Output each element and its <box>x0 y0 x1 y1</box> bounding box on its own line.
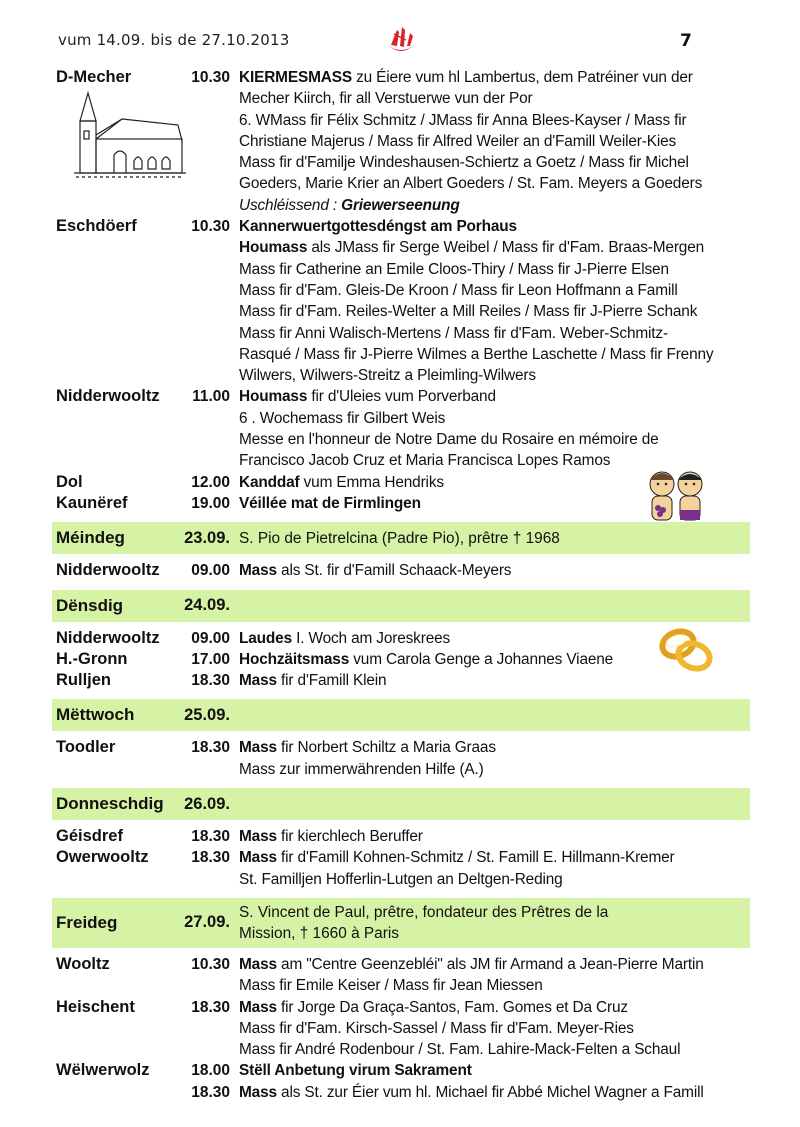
time: 10.30 <box>191 69 230 86</box>
schedule-entry <box>52 560 750 581</box>
schedule-entry <box>52 386 750 471</box>
text-segment: fir d'Famill Kohnen-Schmitz / St. Famill E. Hillmann-Kremer <box>276 849 675 867</box>
entry-description <box>239 493 750 514</box>
description-line <box>239 365 750 386</box>
schedule-entry <box>52 472 750 493</box>
text-segment: Hochzäitsmass <box>239 650 350 668</box>
saint-of-day <box>239 902 750 945</box>
text-segment: Mass <box>239 828 277 846</box>
text-segment: Stëll Anbetung virum Sakrament <box>239 1062 472 1080</box>
description-line <box>239 869 750 890</box>
location: Owerwooltz <box>56 848 149 867</box>
location: Toodler <box>56 738 116 757</box>
schedule-entry <box>52 997 750 1061</box>
description-line <box>239 826 750 847</box>
description-line <box>239 737 750 758</box>
text-segment: Mass <box>239 672 277 690</box>
description-line <box>239 1082 750 1103</box>
time: 09.00 <box>191 562 230 580</box>
text-segment: als JMass fir Serge Weibel / Mass fir d'Fam. Braas-Mergen <box>307 239 705 257</box>
text-segment: Mass <box>239 562 277 580</box>
time: 17.00 <box>191 650 230 668</box>
day-name: Dënsdig <box>56 595 124 615</box>
text-segment: Kannerwuertgottesdéngst am Porhaus <box>239 218 517 236</box>
description-line <box>239 1039 750 1060</box>
location: Géisdref <box>56 827 123 846</box>
time: 19.00 <box>191 494 230 512</box>
description-line <box>239 649 750 670</box>
description-line <box>239 152 750 173</box>
day-header <box>52 590 750 622</box>
saint-of-day <box>239 528 750 549</box>
time: 18.30 <box>191 849 230 867</box>
text-segment: Mass <box>239 955 277 973</box>
entry-description <box>239 1082 750 1103</box>
text-segment: Mass fir d'Fam. Gleis-De Kroon / Mass fir Leon Hoffmann a Famill <box>239 281 678 299</box>
description-line <box>239 237 750 258</box>
time: 18.30 <box>191 828 230 846</box>
text-segment: Mass <box>239 739 277 757</box>
entry-description <box>239 847 750 890</box>
description-line <box>239 1018 750 1039</box>
entry-description <box>239 216 750 386</box>
time: 10.30 <box>191 218 230 236</box>
description-line <box>239 323 750 344</box>
location: Wooltz <box>56 954 110 973</box>
schedule-entry <box>52 737 750 780</box>
description-line <box>239 954 750 975</box>
saint-line: S. Pio de Pietrelcina (Padre Pio), prêtre † 1968 <box>239 529 560 547</box>
text-segment: Mass <box>239 1083 277 1101</box>
schedule-entry <box>52 1060 750 1081</box>
schedule-entry <box>52 954 750 997</box>
text-segment: Mass <box>239 998 277 1016</box>
description-line <box>239 429 750 450</box>
schedule-entry <box>52 649 750 670</box>
text-segment: fir kierchlech Beruffer <box>276 828 423 846</box>
entry-description <box>239 997 750 1061</box>
day-name: Freideg <box>56 912 118 932</box>
schedule-entry <box>52 1082 750 1103</box>
text-segment: Wilwers, Wilwers-Streitz a Pleimling-Wilwers <box>239 367 536 385</box>
text-segment: Uschléissend : <box>239 196 342 214</box>
day-name: Méindeg <box>56 528 125 548</box>
description-line <box>239 975 750 996</box>
text-segment: Mecher Kiirch, fir all Verstuerwe vun der Por <box>239 90 533 108</box>
text-segment: Mass fir Catherine an Emile Cloos-Thiry / Mass fir J-Pierre Elsen <box>239 260 669 278</box>
text-segment: fir Norbert Schiltz a Maria Graas <box>276 739 496 757</box>
saint-line: Mission, † 1660 à Paris <box>239 924 399 942</box>
entry-description <box>239 386 750 471</box>
description-line <box>239 301 750 322</box>
entry-description <box>239 670 750 691</box>
text-segment: Mass fir d'Fam. Reiles-Welter a Mill Reiles / Mass fir J-Pierre Schank <box>239 303 698 321</box>
text-segment: 6. WMass fir Félix Schmitz / JMass fir Anna Blees-Kayser / Mass fir <box>239 111 687 129</box>
description-line <box>239 997 750 1018</box>
description-line <box>239 88 750 109</box>
schedule-entry <box>52 670 750 691</box>
time: 09.00 <box>191 629 230 647</box>
text-segment: Goeders, Marie Krier an Albert Goeders / St. Fam. Meyers a Goeders <box>239 175 703 193</box>
schedule-entry <box>52 847 750 890</box>
time: 18.30 <box>191 739 230 757</box>
text-segment: Laudes <box>239 629 292 647</box>
location: Wëlwerwolz <box>56 1061 150 1080</box>
day-date: 27.09. <box>184 913 230 932</box>
description-line <box>239 216 750 237</box>
description-line <box>239 67 750 88</box>
location: Nidderwooltz <box>56 628 160 647</box>
time: 18.30 <box>191 1083 230 1101</box>
text-segment: St. Familljen Hofferlin-Lutgen an Deltgen-Reding <box>239 870 563 888</box>
schedule-entry <box>52 628 750 649</box>
time: 10.30 <box>191 955 230 973</box>
location: H.-Gronn <box>56 649 128 668</box>
text-segment: Houmass <box>239 388 308 406</box>
day-name: Mëttwoch <box>56 705 135 725</box>
text-segment: KIERMESMASS <box>239 69 352 86</box>
description-line <box>239 195 750 216</box>
schedule-entry <box>52 216 750 386</box>
entry-description <box>239 737 750 780</box>
text-segment: als St. fir d'Famill Schaack-Meyers <box>276 562 512 580</box>
description-line <box>239 386 750 407</box>
description-line <box>239 131 750 152</box>
text-segment: vum Emma Hendriks <box>299 473 444 491</box>
description-line <box>239 110 750 131</box>
time: 18.30 <box>191 672 230 690</box>
text-segment: Mass fir André Rodenbour / St. Fam. Lahire-Mack-Felten a Schaul <box>239 1041 681 1059</box>
description-line <box>239 759 750 780</box>
text-segment: Véillée mat de Firmlingen <box>239 494 421 512</box>
text-segment: vum Carola Genge a Johannes Viaene <box>349 650 614 668</box>
text-segment: als St. zur Éier vum hl. Michael fir Abbé Michel Wagner a Famill <box>276 1083 704 1101</box>
church-drawing-icon <box>74 91 186 179</box>
text-segment: Mass fir d'Fam. Kirsch-Sassel / Mass fir d'Fam. Meyer-Ries <box>239 1019 634 1037</box>
day-header <box>52 699 750 731</box>
description-line <box>239 493 750 514</box>
description-line <box>239 847 750 868</box>
text-segment: Rasqué / Mass fir J-Pierre Wilmes a Berthe Laschette / Mass fir Frenny <box>239 345 714 363</box>
text-segment: fir d'Famill Klein <box>276 672 387 690</box>
text-segment: Griewerseenung <box>341 196 460 214</box>
entry-description <box>239 1060 750 1081</box>
text-segment: Christiane Majerus / Mass fir Alfred Weiler an d'Famill Weiler-Kies <box>239 132 677 150</box>
page-number: 7 <box>680 31 692 51</box>
description-line <box>239 259 750 280</box>
location: Kaunëref <box>56 493 128 512</box>
location: Nidderwooltz <box>56 387 160 406</box>
entry-description <box>239 560 750 581</box>
entry-description <box>239 649 750 670</box>
description-line <box>239 344 750 365</box>
description-line <box>239 280 750 301</box>
day-header <box>52 788 750 820</box>
day-header <box>52 898 750 948</box>
text-segment: 6 . Wochemass fir Gilbert Weis <box>239 409 446 427</box>
description-line <box>239 560 750 581</box>
text-segment: am "Centre Geenzebléi" als JM fir Armand a Jean-Pierre Martin <box>276 955 704 973</box>
description-line <box>239 1060 750 1081</box>
entry-description <box>239 67 750 216</box>
text-segment: fir d'Uleies vum Porverband <box>307 388 496 406</box>
text-segment: Kanddaf <box>239 473 300 491</box>
description-line <box>239 408 750 429</box>
location: Heischent <box>56 997 135 1016</box>
time: 18.30 <box>191 998 230 1016</box>
location: Nidderwooltz <box>56 561 160 580</box>
day-date: 25.09. <box>184 705 230 724</box>
location: Rulljen <box>56 671 112 690</box>
location: Dol <box>56 472 83 491</box>
saint-line: S. Vincent de Paul, prêtre, fondateur des Prêtres de la <box>239 903 609 921</box>
text-segment: Messe en l'honneur de Notre Dame du Rosaire en mémoire de <box>239 431 659 449</box>
time: 11.00 <box>192 388 230 406</box>
description-line <box>239 670 750 691</box>
schedule-entry <box>52 493 750 514</box>
text-segment: Francisco Jacob Cruz et Maria Francisca Lopes Ramos <box>239 452 611 470</box>
schedule-entry <box>52 67 750 216</box>
entry-description <box>239 826 750 847</box>
text-segment: Mass fir Emile Keiser / Mass fir Jean Miessen <box>239 977 543 995</box>
day-date: 24.09. <box>184 596 230 615</box>
page-header <box>0 0 800 62</box>
text-segment: fir Jorge Da Graça-Santos, Fam. Gomes et Da Cruz <box>276 998 628 1016</box>
day-header <box>52 522 750 554</box>
text-segment: zu Éiere vum hl Lambertus, dem Patréiner vun der <box>351 69 693 86</box>
text-segment: Mass zur immerwährenden Hilfe (A.) <box>239 760 484 778</box>
church-logo-icon <box>383 24 419 56</box>
text-segment: Houmass <box>239 239 308 257</box>
time: 18.00 <box>191 1062 230 1080</box>
date-range: vum 14.09. bis de 27.10.2013 <box>58 31 290 49</box>
text-segment: I. Woch am Joreskrees <box>291 629 451 647</box>
schedule-entry <box>52 826 750 847</box>
location: Eschdöerf <box>56 217 137 236</box>
day-date: 26.09. <box>184 794 230 813</box>
entry-description <box>239 954 750 997</box>
text-segment: Mass fir d'Familje Windeshausen-Schiertz a Goetz / Mass fir Michel <box>239 154 689 172</box>
description-line <box>239 173 750 194</box>
text-segment: Mass <box>239 849 277 867</box>
time: 12.00 <box>191 473 230 491</box>
schedule-list <box>52 67 750 1103</box>
location: D-Mecher <box>56 68 132 86</box>
text-segment: Mass fir Anni Walisch-Mertens / Mass fir d'Fam. Weber-Schmitz- <box>239 324 668 342</box>
day-date: 23.09. <box>184 528 230 547</box>
day-name: Donneschdig <box>56 794 164 814</box>
